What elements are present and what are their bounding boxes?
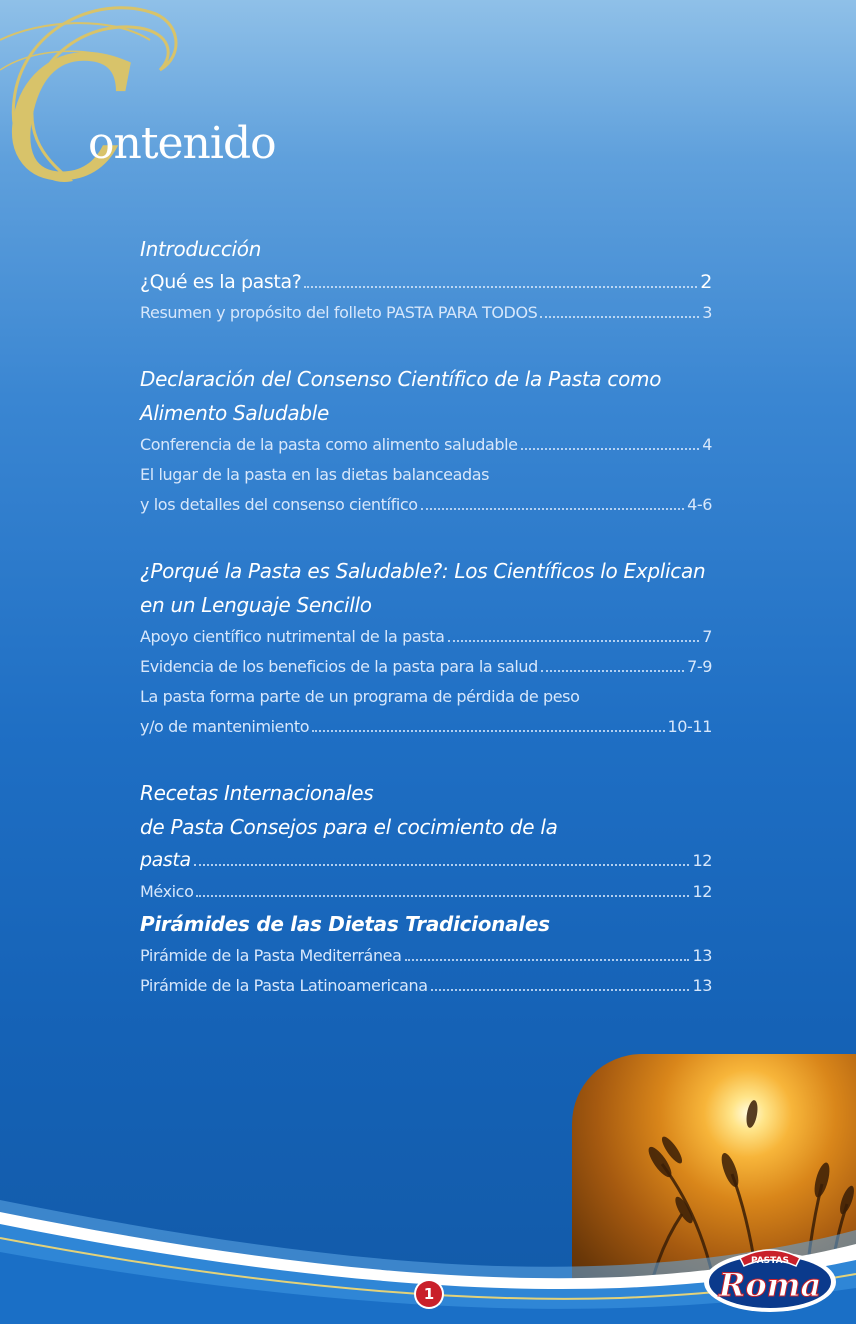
toc-entry-text: y/o de mantenimiento (140, 717, 310, 736)
leader-dots (421, 508, 684, 510)
leader-dots (431, 989, 690, 991)
section-title-piramides: Pirámides de las Dietas Tradicionales (140, 912, 550, 936)
toc-entry[interactable] (140, 266, 712, 298)
section-title-introduccion: Introducción (140, 237, 262, 261)
leader-dots (540, 316, 699, 318)
title-initial-c (0, 0, 200, 200)
section-title-recetas-cont: de Pasta Consejos para el cocimiento de la (140, 815, 558, 839)
section-title-consenso-cont: Alimento Saludable (140, 401, 329, 425)
toc-entry-page: 13 (692, 946, 712, 965)
toc-entry-page: 12 (692, 851, 712, 870)
toc-entry[interactable] (140, 712, 712, 742)
toc-entry[interactable] (140, 971, 712, 1001)
page-title: ontenido (88, 118, 276, 169)
svg-text:Roma: Roma (718, 1266, 822, 1304)
toc-entry-page: 7-9 (687, 657, 712, 676)
toc-entry-page: 3 (702, 303, 712, 322)
section-title-recetas: Recetas Internacionales (140, 781, 374, 805)
leader-dots (521, 448, 700, 450)
leader-dots (405, 959, 690, 961)
leader-dots (194, 864, 690, 866)
toc-entry-text: y los detalles del consenso científico (140, 495, 418, 514)
leader-dots (196, 895, 689, 897)
toc-entry[interactable] (140, 652, 712, 682)
toc-entry[interactable] (140, 622, 712, 652)
toc-entry-text: Apoyo científico nutrimental de la pasta (140, 627, 445, 646)
toc-entry[interactable] (140, 877, 712, 907)
section-title-consenso: Declaración del Consenso Científico de la Pasta como (140, 367, 662, 391)
toc-entry-text: La pasta forma parte de un programa de pérdida de peso (140, 687, 580, 706)
section-title-saludable-cont: en un Lenguaje Sencillo (140, 593, 372, 617)
toc-entry-text: ¿Qué es la pasta? (140, 271, 302, 293)
toc-entry-page: 13 (692, 976, 712, 995)
toc-entry-text: Evidencia de los beneficios de la pasta para la salud (140, 657, 538, 676)
leader-dots (448, 640, 700, 642)
toc-entry-text: México (140, 882, 194, 901)
toc-entry-page: 4-6 (687, 495, 712, 514)
page-number-badge: 1 (416, 1281, 442, 1307)
toc-entry-page: 4 (702, 435, 712, 454)
toc-entry[interactable] (140, 430, 712, 460)
toc-entry-text: El lugar de la pasta en las dietas balanceadas (140, 465, 490, 484)
leader-dots (541, 670, 684, 672)
svg-text:C: C (4, 21, 135, 200)
toc-entry[interactable] (140, 844, 712, 877)
toc-entry-text: Pirámide de la Pasta Latinoamericana (140, 976, 428, 995)
leader-dots (304, 286, 697, 288)
roma-logo (700, 1236, 840, 1316)
toc-entry-text: Pirámide de la Pasta Mediterránea (140, 946, 402, 965)
toc-entry[interactable] (140, 298, 712, 328)
svg-text:PASTAS: PASTAS (750, 1256, 790, 1266)
toc-entry-text: pasta (140, 849, 191, 871)
toc-entry-text: Conferencia de la pasta como alimento saludable (140, 435, 518, 454)
table-of-contents (140, 232, 712, 1001)
toc-entry-page: 2 (700, 271, 712, 293)
toc-entry-page: 12 (692, 882, 712, 901)
toc-entry-page: 7 (702, 627, 712, 646)
toc-entry-page: 10-11 (667, 717, 712, 736)
toc-entry[interactable] (140, 490, 712, 520)
toc-entry[interactable] (140, 941, 712, 971)
leader-dots (312, 730, 664, 732)
section-title-saludable: ¿Porqué la Pasta es Saludable?: Los Científicos lo Explican (140, 559, 706, 583)
toc-entry-text: Resumen y propósito del folleto PASTA PARA TODOS (140, 303, 538, 322)
